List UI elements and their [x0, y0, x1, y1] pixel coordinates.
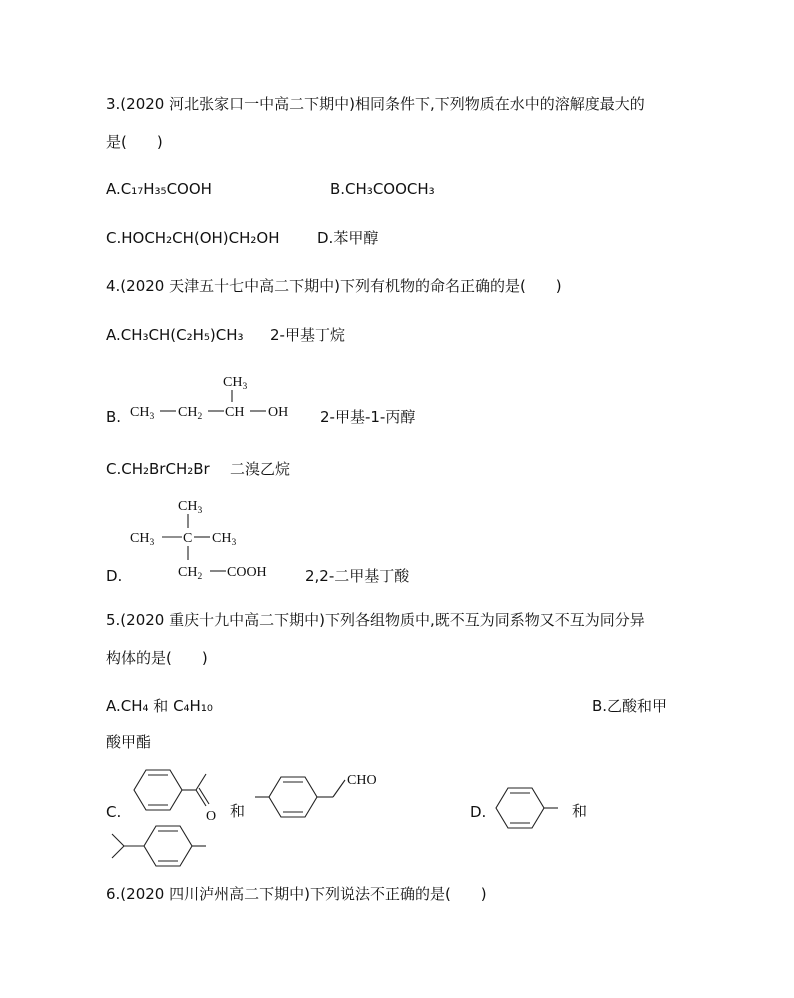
q6-stem: 6.(2020 四川泸州高二下期中)下列说法不正确的是( ): [106, 885, 487, 903]
q5-acetophenone-structure: [130, 764, 240, 824]
q4-option-d-structure: [130, 494, 300, 580]
q5-option-b-part1: B.乙酸和甲: [592, 697, 668, 715]
q5-stem-line1: 5.(2020 重庆十九中高二下期中)下列各组物质中,既不互为同系物又不互为同分异: [106, 611, 645, 629]
q4-option-b-structure: [128, 368, 318, 422]
q3-option-b: B.CH₃COOCH₃: [330, 180, 435, 198]
svg-text:CH3: $CH_3$: [130, 405, 155, 422]
svg-text:OH: OH: [268, 405, 289, 420]
q5-option-d-label: D.: [470, 803, 487, 821]
q5-option-a: A.CH₄ 和 C₄H₁₀: [106, 697, 213, 715]
q4-option-a-formula: A.CH₃CH(C₂H₅)CH₃: [106, 326, 244, 344]
q4-option-a-name: 2-甲基丁烷: [270, 326, 345, 344]
svg-text:COOH: COOH: [227, 565, 267, 580]
q3-stem-line2: 是( ): [106, 133, 163, 151]
q5-toluene-structure: [496, 786, 566, 830]
q5-option-c-label: C.: [106, 803, 122, 821]
svg-text:CH2: $CH_2$: [178, 405, 203, 422]
svg-text:CH3: $CH_3$: [223, 375, 248, 392]
q5-option-b-part2: 酸甲酯: [106, 733, 152, 751]
svg-text:CH3: $CH_3$: [178, 499, 203, 516]
q5-stem-line2: 构体的是( ): [106, 649, 208, 667]
q4-option-c-formula: C.CH₂BrCH₂Br: [106, 460, 210, 478]
q4-option-b-label: B.: [106, 408, 122, 426]
q3-option-a: A.C₁₇H₃₅COOH: [106, 180, 212, 198]
svg-text:C: C: [183, 531, 193, 546]
q3-stem-line1: 3.(2020 河北张家口一中高二下期中)相同条件下,下列物质在水中的溶解度最大的: [106, 95, 645, 113]
svg-text:CH: CH: [225, 405, 245, 420]
svg-text:CH2: $CH_2$: [178, 565, 203, 582]
q4-option-c-name: 二溴乙烷: [230, 460, 291, 478]
q5-and-1: 和: [230, 802, 246, 820]
q5-cymene-structure: [112, 824, 212, 868]
q3-option-d: D.苯甲醇: [317, 229, 379, 247]
q5-phenylacetaldehyde-structure: [255, 768, 395, 828]
q3-option-c: C.HOCH₂CH(OH)CH₂OH: [106, 229, 280, 247]
q4-option-d-name: 2,2-二甲基丁酸: [305, 567, 410, 585]
q4-stem: 4.(2020 天津五十七中高二下期中)下列有机物的命名正确的是( ): [106, 277, 562, 295]
q4-option-d-label: D.: [106, 567, 123, 585]
q4-option-b-name: 2-甲基-1-丙醇: [320, 408, 416, 426]
q5-and-2: 和: [572, 802, 588, 820]
svg-text:CH3: $CH_3$: [130, 531, 155, 548]
carbonyl-oxygen-label: O: [206, 809, 217, 824]
svg-text:CH3: $CH_3$: [212, 531, 237, 548]
aldehyde-group-label: CHO: [347, 773, 377, 788]
